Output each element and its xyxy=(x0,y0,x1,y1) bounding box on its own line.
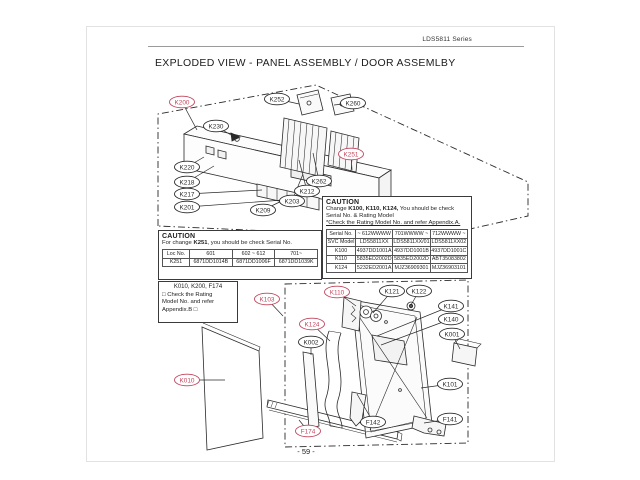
callout-label: K201 xyxy=(179,204,195,212)
note-title: K010, K200, F174 xyxy=(173,284,223,290)
table-cell: 5835ED2002D xyxy=(356,256,392,262)
table-cell: 4937DD1001A xyxy=(356,247,392,254)
table-header-cell: 712WWWW ~ xyxy=(432,230,466,237)
callout-label: K220 xyxy=(179,164,195,172)
table-cell: 4937DD1001C xyxy=(431,247,467,254)
table-cell: ABT35083802 xyxy=(431,256,466,262)
caution-table xyxy=(162,249,318,267)
table-row xyxy=(327,238,468,247)
caution-title: CAUTION xyxy=(326,199,360,206)
table-cell: 6871DD1039K xyxy=(275,258,318,267)
note-line: Appendix.B □ xyxy=(162,306,198,313)
callout-label: K251 xyxy=(343,151,359,159)
callout-label: K212 xyxy=(299,188,315,196)
page-number: - 59 - xyxy=(297,447,315,456)
caution-body-line3: *Check the Rating Model No. and refer Appendix.A. xyxy=(326,220,461,226)
table-cell: MJZ36903101 xyxy=(431,264,466,271)
callout-label: K121 xyxy=(384,288,400,296)
door-latch-drawing xyxy=(452,339,481,366)
callout-label: K141 xyxy=(443,303,459,311)
table-cell: K251 xyxy=(163,258,190,267)
callout-label: K252 xyxy=(269,96,285,104)
callout-label: K103 xyxy=(259,296,275,304)
series-label: LDS5811 Series xyxy=(422,36,472,43)
callout-label: K140 xyxy=(443,316,459,324)
callout-label: K203 xyxy=(284,198,300,206)
callout-K002 xyxy=(299,336,324,355)
table-header-cell: 602 ~ 612 xyxy=(232,250,275,259)
note-box-appendix-b xyxy=(158,281,238,323)
table-row xyxy=(327,247,468,256)
door-front-panel-drawing xyxy=(202,323,263,450)
callout-label: K122 xyxy=(411,288,427,296)
table-cell: LDS5811XX02 xyxy=(431,239,467,245)
table-cell: LDS5811XX xyxy=(356,238,393,247)
table-cell: K100 xyxy=(327,247,356,256)
caution-box-k251 xyxy=(158,230,322,280)
table-cell: K110 xyxy=(327,255,356,264)
caution-body-line2: Serial No. & Rating Model xyxy=(326,213,394,219)
callout-label: K262 xyxy=(311,178,327,186)
caution-title: CAUTION xyxy=(162,233,196,240)
table-header-cell: 701~ xyxy=(275,250,318,259)
table-cell: SVC Model xyxy=(327,239,355,245)
caution-k251-table xyxy=(162,249,318,267)
callout-label: K124 xyxy=(304,321,320,329)
callout-K200 xyxy=(170,96,198,130)
callout-label: F141 xyxy=(442,416,458,424)
callout-label: K101 xyxy=(442,381,458,389)
panel-board-parts-drawing xyxy=(280,118,359,177)
callout-label: K230 xyxy=(208,123,224,131)
callout-label: K218 xyxy=(179,179,195,187)
caution-body: For change K251, you should be check Serial No. xyxy=(162,240,293,246)
caution-table xyxy=(326,229,468,273)
table-cell: 5232ED2001A xyxy=(356,264,392,271)
callout-label: F174 xyxy=(300,428,316,436)
table-row xyxy=(327,255,468,264)
caution-box-k100 xyxy=(322,196,472,279)
callout-label: K002 xyxy=(303,339,319,347)
callout-label: K001 xyxy=(444,331,460,339)
table-header-cell: Serial No. xyxy=(327,230,356,239)
table-row xyxy=(163,258,318,267)
table-row xyxy=(327,264,468,273)
callout-K217 xyxy=(175,188,263,200)
caution-body-line1: Change K100, K110, K124, You should be check xyxy=(326,206,455,212)
table-cell: K124 xyxy=(327,264,356,273)
callout-label: K110 xyxy=(329,289,345,297)
table-header-cell: ~ 612WWWW xyxy=(357,230,391,237)
callout-label: F142 xyxy=(365,419,381,427)
table-cell: LDS5811XX/01 xyxy=(393,239,430,245)
note-line: Model No. and refer xyxy=(162,299,215,305)
door-damper-drawing xyxy=(407,302,415,310)
table-cell: 6871DD1006F xyxy=(232,258,275,267)
callout-label: K200 xyxy=(174,99,190,107)
table-header-cell: Loc No. xyxy=(163,250,190,259)
callout-K252 xyxy=(265,93,300,105)
callout-label: K217 xyxy=(179,191,195,199)
table-header-cell: 701WWWW ~ xyxy=(394,230,429,237)
table-cell: 4937DD1001B xyxy=(394,247,429,254)
table-cell: MJZ36909301 xyxy=(394,264,429,271)
page-title: EXPLODED VIEW - PANEL ASSEMBLY / DOOR ASSEMLBY xyxy=(155,57,456,69)
callout-label: K260 xyxy=(345,100,361,108)
table-cell: 5835ED2002D xyxy=(394,256,429,262)
callout-K103 xyxy=(255,293,284,316)
note-line: □ Check the Rating xyxy=(162,291,213,298)
callout-label: K209 xyxy=(255,207,271,215)
callout-label: K010 xyxy=(179,377,195,385)
table-header-cell: 601 xyxy=(190,250,233,259)
table-cell: 6871DD1014B xyxy=(190,258,233,267)
caution-k100-table xyxy=(326,229,468,273)
